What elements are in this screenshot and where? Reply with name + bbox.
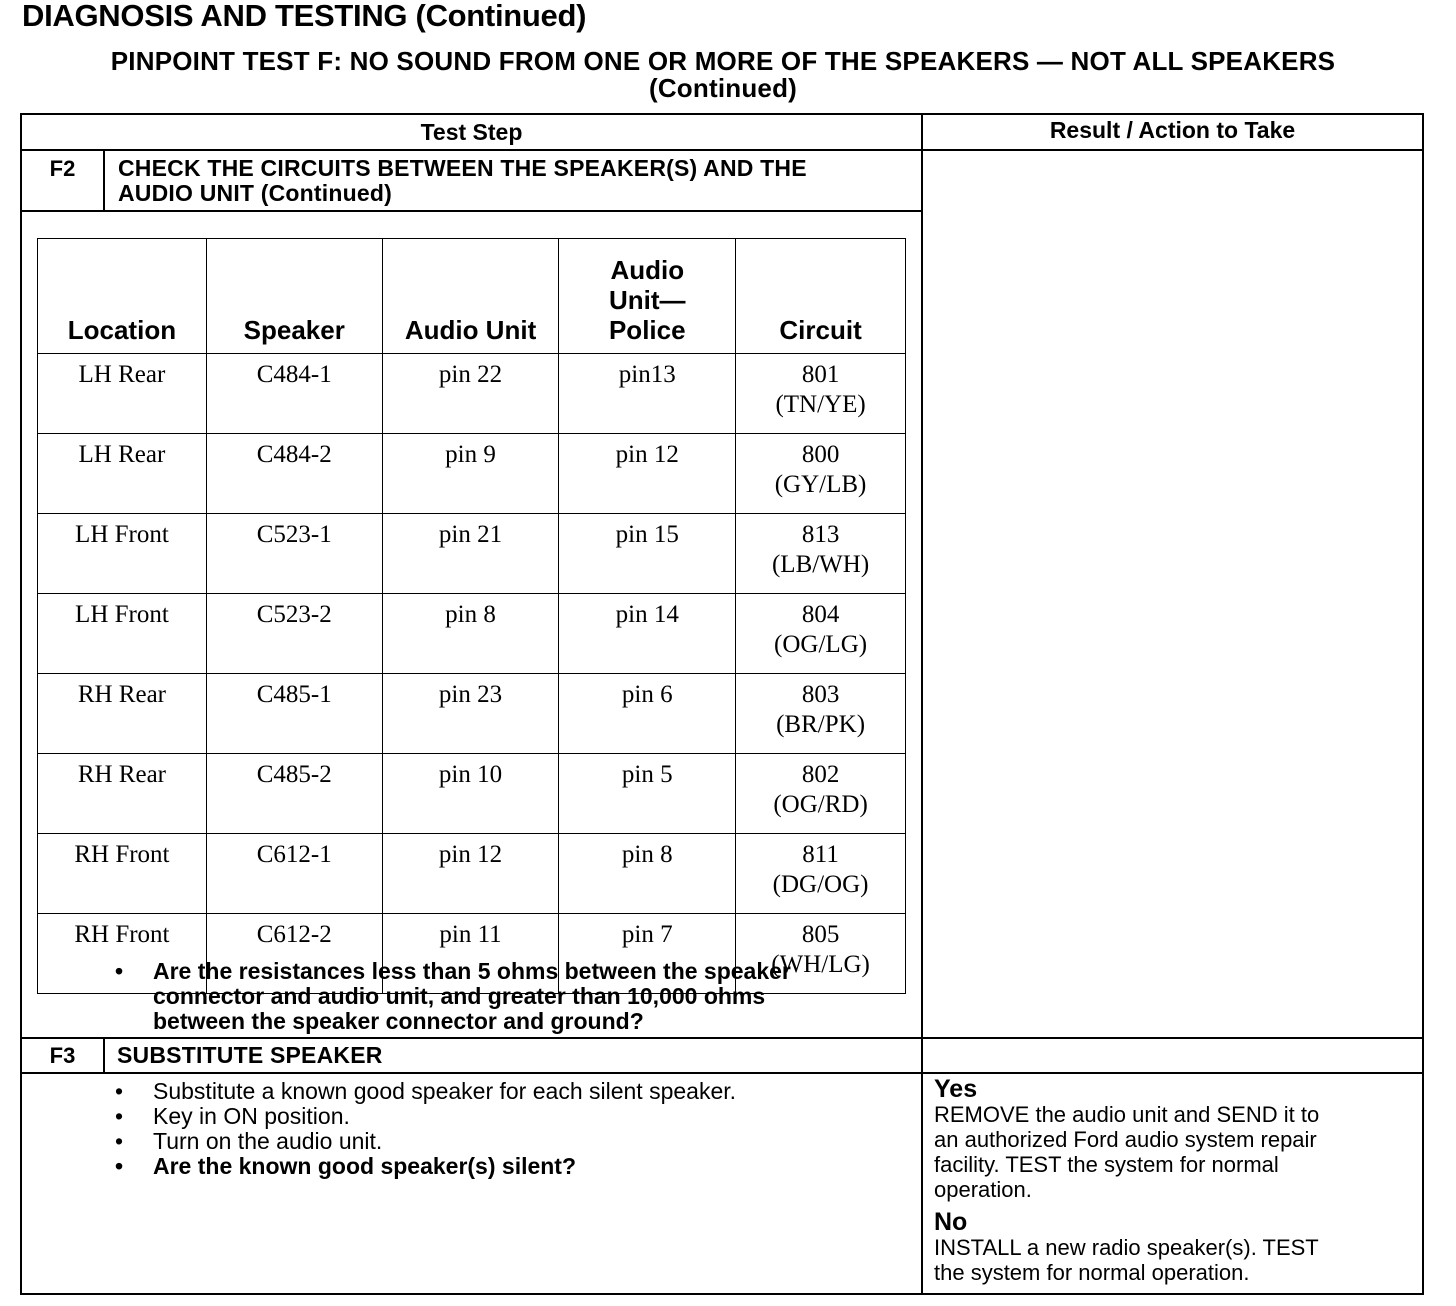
cell-circuit (736, 674, 906, 754)
circuit-number: 811 (802, 841, 839, 868)
header-speaker: Speaker (206, 239, 382, 354)
cell-speaker: C523-2 (206, 594, 382, 674)
table-header-row (38, 239, 906, 354)
cell-audio-unit: pin 21 (382, 514, 559, 594)
page-title: DIAGNOSIS AND TESTING (Continued) (22, 0, 587, 33)
pinpoint-test-title (0, 48, 1446, 102)
circuit-wire-color: (WH/LG) (771, 951, 870, 978)
cell-police: pin 15 (559, 514, 736, 594)
cell-speaker: C484-2 (206, 434, 382, 514)
cell-speaker: C523-1 (206, 514, 382, 594)
cell-audio-unit: pin 10 (382, 754, 559, 834)
table-row (38, 514, 906, 594)
list-item: • Turn on the audio unit. (115, 1128, 383, 1154)
pinpoint-test-title-line1: PINPOINT TEST F: NO SOUND FROM ONE OR MORE OF THE SPEAKERS — NOT ALL SPEAKERS (110, 46, 1336, 76)
circuit-wire-color: (OG/LG) (774, 631, 868, 658)
cell-police: pin 5 (559, 754, 736, 834)
circuit-number: 803 (801, 681, 840, 708)
cell-location: LH Rear (38, 354, 207, 434)
step-f2-number: F2 (49, 156, 76, 181)
result-yes-label: Yes (934, 1075, 978, 1103)
table-row (38, 354, 906, 434)
pinpoint-test-title-line2: (Continued) (648, 73, 798, 103)
step-f2-title (118, 156, 807, 206)
cell-location: LH Front (38, 594, 207, 674)
circuit-wire-color: (DG/OG) (772, 871, 869, 898)
cell-location: LH Rear (38, 434, 207, 514)
cell-circuit (736, 834, 906, 914)
cell-audio-unit: pin 11 (382, 914, 559, 994)
cell-location: RH Rear (38, 754, 207, 834)
cell-police: pin 7 (559, 914, 736, 994)
circuit-wire-color: (OG/RD) (773, 791, 868, 818)
cell-circuit (736, 754, 906, 834)
circuit-wire-color: (GY/LB) (774, 471, 867, 498)
cell-location: RH Front (38, 914, 207, 994)
circuit-wire-color: (TN/YE) (775, 391, 866, 418)
bullet: • (115, 958, 124, 984)
cell-audio-unit: pin 22 (382, 354, 559, 434)
cell-police: pin 14 (559, 594, 736, 674)
step-f3-result (934, 1077, 1414, 1285)
cell-location: RH Front (38, 834, 207, 914)
header-circuit: Circuit (736, 239, 906, 354)
cell-speaker: C485-2 (206, 754, 382, 834)
circuit-number: 801 (801, 361, 840, 388)
result-no-action: INSTALL a new radio speaker(s). TEST the system for normal operation. (934, 1235, 1319, 1285)
list-item: • Key in ON position. (115, 1103, 350, 1129)
table-row (38, 434, 906, 514)
table-row (38, 674, 906, 754)
cell-location: LH Front (38, 514, 207, 594)
circuit-number: 802 (801, 761, 840, 788)
step-f3-number: F3 (49, 1043, 76, 1068)
cell-audio-unit: pin 9 (382, 434, 559, 514)
step-f2-title-line1: CHECK THE CIRCUITS BETWEEN THE SPEAKER(S) AND THE (118, 155, 807, 181)
list-item: • Substitute a known good speaker for each silent speaker. (115, 1078, 737, 1104)
cell-location: RH Rear (38, 674, 207, 754)
table-row (38, 834, 906, 914)
step-f3-bullets (115, 1079, 905, 1179)
cell-circuit (736, 354, 906, 434)
cell-police: pin 8 (559, 834, 736, 914)
cell-circuit (736, 434, 906, 514)
speaker-circuit-table (37, 238, 906, 994)
cell-circuit (736, 594, 906, 674)
circuit-number: 804 (801, 601, 840, 628)
cell-speaker: C612-2 (206, 914, 382, 994)
cell-audio-unit: pin 23 (382, 674, 559, 754)
circuit-number: 813 (801, 521, 840, 548)
circuit-wire-color: (LB/WH) (771, 551, 870, 578)
cell-audio-unit: pin 12 (382, 834, 559, 914)
cell-police: pin 12 (559, 434, 736, 514)
header-audio-unit-police: Audio Unit— Police (559, 239, 736, 354)
result-yes-action: REMOVE the audio unit and SEND it to an authorized Ford audio system repair facility. TEST the system for normal operation. (934, 1102, 1320, 1202)
circuit-number: 805 (801, 921, 840, 948)
header-location: Location (38, 239, 207, 354)
table-row (38, 594, 906, 674)
cell-speaker: C485-1 (206, 674, 382, 754)
step-f2-title-line2: AUDIO UNIT (Continued) (118, 180, 392, 206)
cell-speaker: C484-1 (206, 354, 382, 434)
cell-police: pin13 (559, 354, 736, 434)
circuit-wire-color: (BR/PK) (776, 711, 866, 738)
circuit-number: 800 (801, 441, 840, 468)
column-header-test-step: Test Step (420, 119, 523, 145)
cell-police: pin 6 (559, 674, 736, 754)
header-audio-unit: Audio Unit (382, 239, 559, 354)
step-f2-question: • Are the resistances less than 5 ohms between the speaker connector and audio unit, and greater than 10,000 ohms between the speaker connector and ground? (115, 958, 791, 1034)
cell-circuit (736, 514, 906, 594)
step-f3-question: • Are the known good speaker(s) silent? (115, 1153, 577, 1179)
result-no-label: No (934, 1208, 968, 1236)
cell-speaker: C612-1 (206, 834, 382, 914)
cell-audio-unit: pin 8 (382, 594, 559, 674)
column-header-result: Result / Action to Take (1049, 117, 1296, 143)
table-row (38, 754, 906, 834)
step-f3-title: SUBSTITUTE SPEAKER (117, 1042, 383, 1068)
